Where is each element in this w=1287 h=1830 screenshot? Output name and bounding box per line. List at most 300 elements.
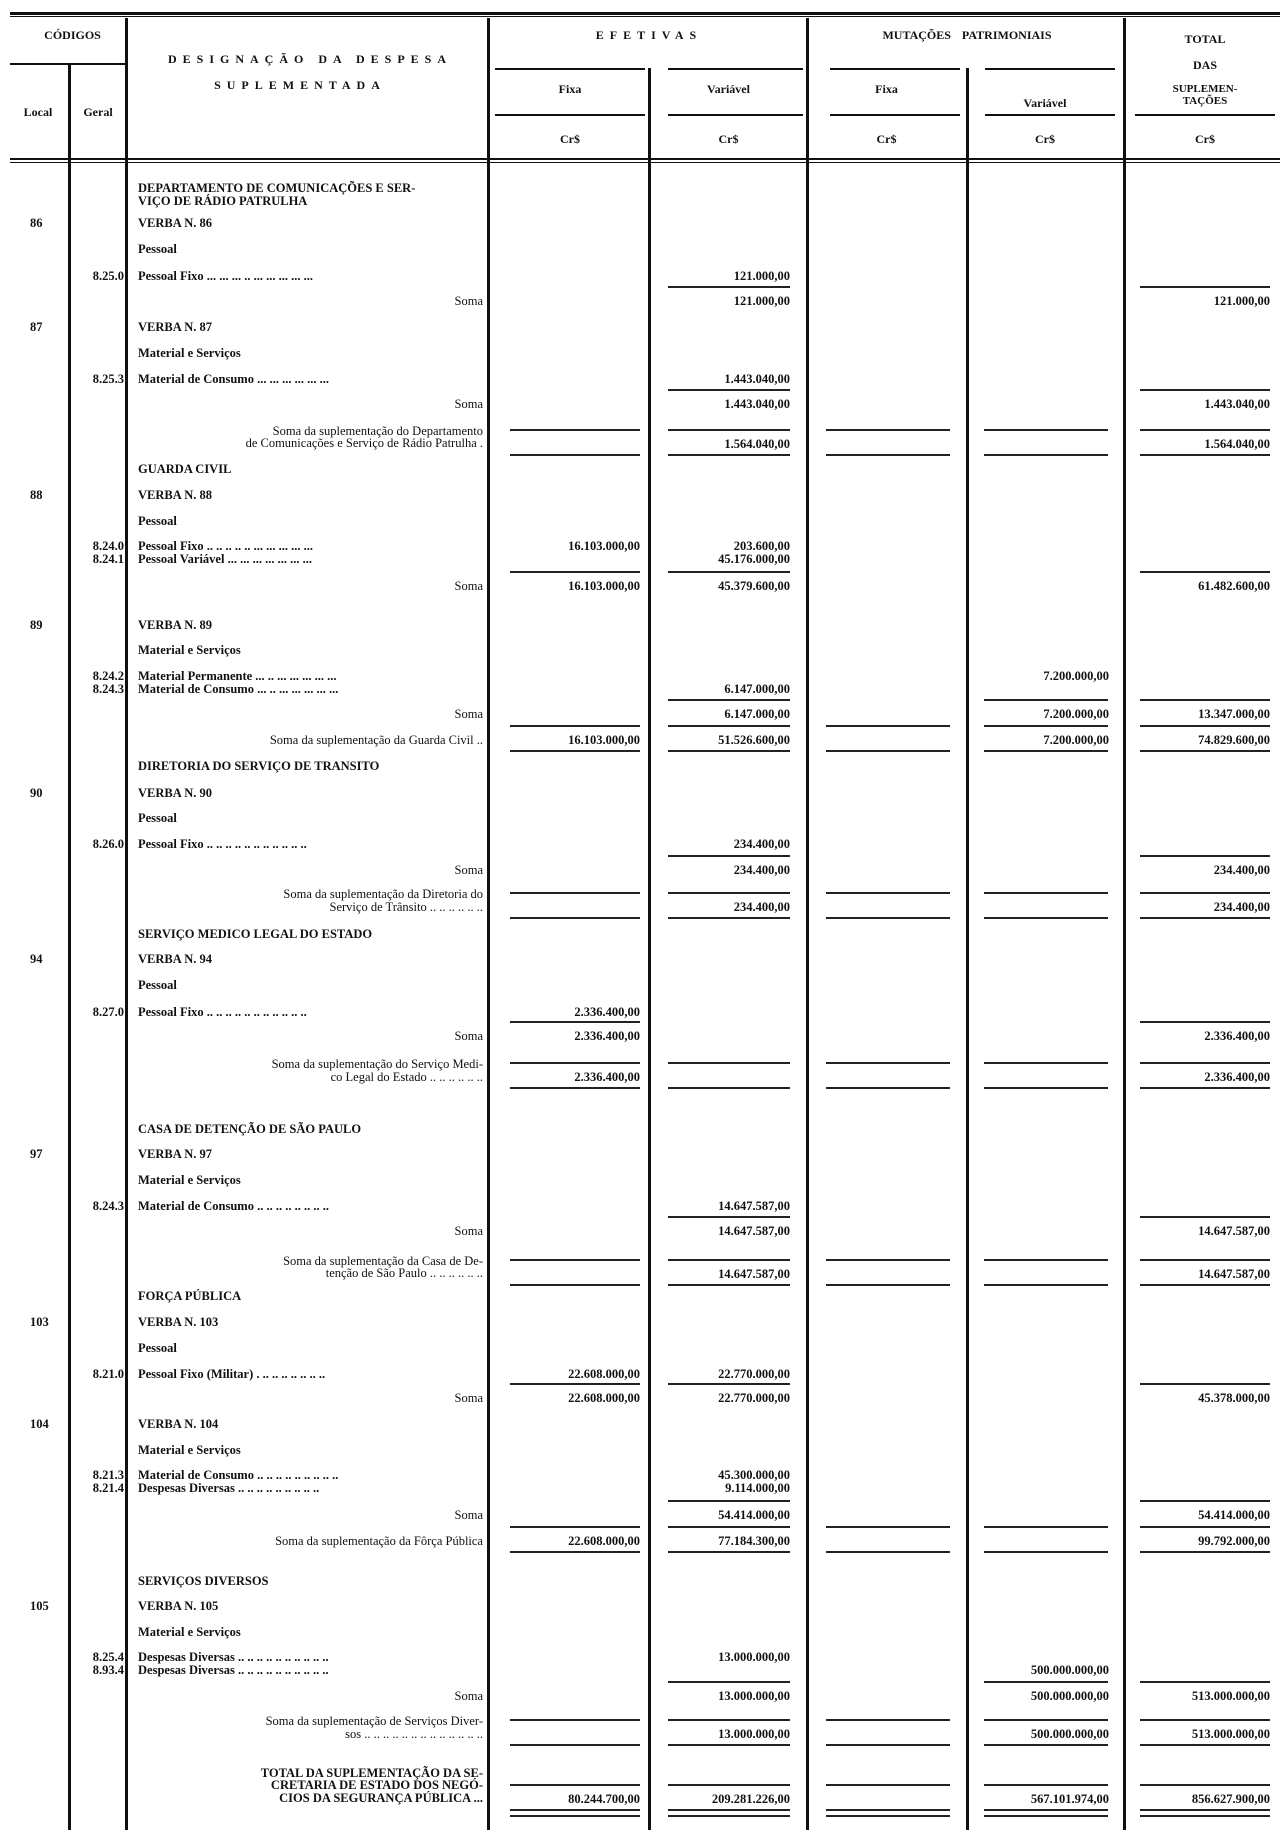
sum-rule-above bbox=[510, 892, 640, 894]
sum-rule-below bbox=[826, 1744, 950, 1746]
designacao-text: Soma bbox=[454, 578, 483, 593]
designacao-text: Pessoal Fixo .. .. .. .. .. ... ... ... ... ... bbox=[138, 539, 313, 554]
header-fixa: Fixa bbox=[558, 82, 582, 96]
value-total: 234.400,00 bbox=[1213, 862, 1270, 877]
sum-rule-above bbox=[510, 725, 640, 727]
designacao-text: VERBA N. 94 bbox=[138, 952, 212, 967]
value-var: 14.647.587,00 bbox=[718, 1266, 790, 1281]
value-mvar: 500.000.000,00 bbox=[1030, 1663, 1109, 1678]
designacao-text: Pessoal bbox=[138, 978, 177, 993]
designacao-text: Soma bbox=[454, 1688, 483, 1703]
double-rule-below bbox=[668, 1815, 790, 1817]
sum-rule-above bbox=[668, 571, 790, 573]
value-total: 121.000,00 bbox=[1213, 294, 1270, 309]
value-total: 61.482.600,00 bbox=[1198, 578, 1270, 593]
designacao-text: Pessoal Fixo .. .. .. .. .. .. .. .. .. .. .. bbox=[138, 1004, 307, 1019]
designacao-text: Material e Serviços bbox=[138, 1442, 241, 1457]
sum-rule-above bbox=[1140, 571, 1270, 573]
sum-rule-above bbox=[1140, 1500, 1270, 1502]
designacao-text: Material de Consumo ... ... ... ... ... ... bbox=[138, 372, 329, 387]
sum-rule-below bbox=[984, 750, 1108, 752]
value-var: 121.000,00 bbox=[733, 268, 790, 283]
designacao-text: GUARDA CIVIL bbox=[138, 462, 232, 477]
value-total: 99.792.000,00 bbox=[1198, 1533, 1270, 1548]
codigo-geral: 8.93.4 bbox=[92, 1663, 124, 1678]
sum-rule-above bbox=[668, 1062, 790, 1064]
designacao-text: SERVIÇO MEDICO LEGAL DO ESTADO bbox=[138, 926, 373, 941]
codigo-local: 90 bbox=[30, 785, 43, 800]
designacao-text: Pessoal Fixo (Militar) . .. .. .. .. .. .. .. bbox=[138, 1366, 326, 1381]
sum-rule-above bbox=[668, 725, 790, 727]
codigo-geral: 8.27.0 bbox=[92, 1004, 124, 1019]
currency-fixa: Cr$ bbox=[560, 132, 580, 146]
sum-rule-above bbox=[984, 1681, 1108, 1683]
value-var: 1.564.040,00 bbox=[724, 436, 790, 451]
sum-rule-above bbox=[984, 429, 1108, 431]
col-sep-mut-fixa bbox=[966, 68, 969, 1830]
designacao-text: VERBA N. 104 bbox=[138, 1416, 219, 1431]
sum-rule-below bbox=[826, 1551, 950, 1553]
sum-rule-above bbox=[826, 892, 950, 894]
sum-rule-above bbox=[1140, 1719, 1270, 1721]
sum-rule-above bbox=[510, 1259, 640, 1261]
col-sep-designacao bbox=[487, 18, 490, 1830]
sum-rule-above bbox=[1140, 429, 1270, 431]
value-total: 856.627.900,00 bbox=[1191, 1791, 1270, 1806]
designacao-text: Soma bbox=[454, 1029, 483, 1044]
sum-rule-below bbox=[984, 1087, 1108, 1089]
sum-rule-below bbox=[510, 1087, 640, 1089]
total-rule bbox=[1135, 114, 1275, 116]
value-total: 14.647.587,00 bbox=[1198, 1266, 1270, 1281]
designacao-text: Despesas Diversas .. .. .. .. .. .. .. .. .. bbox=[138, 1481, 320, 1496]
designacao-text: Soma da suplementação de Serviços Diver- bbox=[265, 1714, 483, 1729]
value-fixa: 22.608.000,00 bbox=[568, 1533, 640, 1548]
header-mutacoes: MUTAÇÕES PATRIMONIAIS bbox=[882, 28, 1052, 42]
sum-rule-above bbox=[1140, 892, 1270, 894]
sum-rule-above bbox=[1140, 699, 1270, 701]
top-rule-thin bbox=[10, 16, 1280, 17]
col-sep-local bbox=[68, 65, 71, 1830]
sum-rule-above bbox=[668, 389, 790, 391]
sum-rule-above bbox=[668, 1500, 790, 1502]
sum-rule-above bbox=[826, 1062, 950, 1064]
header-bottom-rule-thin bbox=[10, 162, 1280, 163]
codigo-local: 89 bbox=[30, 617, 43, 632]
designacao-text: Material de Consumo ... .. ... ... ... ... ... bbox=[138, 681, 339, 696]
designacao-text: Soma bbox=[454, 862, 483, 877]
sum-rule-below bbox=[1140, 917, 1270, 919]
sum-rule-below bbox=[984, 1809, 1108, 1811]
sum-rule-below bbox=[826, 750, 950, 752]
designacao-text: VIÇO DE RÁDIO PATRULHA bbox=[138, 193, 308, 208]
sum-rule-above bbox=[668, 1259, 790, 1261]
sum-rule-above bbox=[668, 286, 790, 288]
sum-rule-above bbox=[510, 1021, 640, 1023]
designacao-text: SERVIÇOS DIVERSOS bbox=[138, 1574, 269, 1589]
designacao-text: DEPARTAMENTO DE COMUNICAÇÕES E SER- bbox=[138, 181, 416, 196]
currency-total: Cr$ bbox=[1195, 132, 1215, 146]
codigo-local: 86 bbox=[30, 216, 43, 231]
value-var: 13.000.000,00 bbox=[718, 1650, 790, 1665]
sum-rule-above bbox=[1140, 725, 1270, 727]
sum-rule-above bbox=[984, 1719, 1108, 1721]
designacao-text: Despesas Diversas .. .. .. .. .. .. .. .. .. .. bbox=[138, 1650, 329, 1665]
sum-rule-above bbox=[1140, 1681, 1270, 1683]
sum-rule-above bbox=[668, 855, 790, 857]
sum-rule-above bbox=[1140, 1216, 1270, 1218]
sum-rule-below bbox=[1140, 1809, 1270, 1811]
value-mvar: 500.000.000,00 bbox=[1030, 1688, 1109, 1703]
designacao-text: VERBA N. 97 bbox=[138, 1147, 212, 1162]
sum-rule-above bbox=[826, 1719, 950, 1721]
designacao-text: Material Permanente ... .. ... ... ... ... ... bbox=[138, 668, 337, 683]
sum-rule-below bbox=[668, 454, 790, 456]
col-sep-efetivas bbox=[806, 18, 809, 1830]
designacao-text: Serviço de Trânsito .. .. .. .. .. .. bbox=[329, 899, 483, 914]
value-var: 45.300.000,00 bbox=[718, 1468, 790, 1483]
codigo-local: 94 bbox=[30, 952, 43, 967]
designacao-text: de Comunicações e Serviço de Rádio Patrulha . bbox=[245, 436, 483, 451]
sum-rule-above bbox=[510, 429, 640, 431]
sum-rule-below bbox=[1140, 750, 1270, 752]
col-sep-fixa bbox=[648, 68, 651, 1830]
designacao-text: FORÇA PÚBLICA bbox=[138, 1288, 242, 1303]
codigo-geral: 8.26.0 bbox=[92, 836, 124, 851]
sum-rule-above bbox=[510, 571, 640, 573]
sum-rule-above bbox=[668, 892, 790, 894]
value-var: 45.176.000,00 bbox=[718, 552, 790, 567]
value-fixa: 16.103.000,00 bbox=[568, 578, 640, 593]
sum-rule-below bbox=[984, 917, 1108, 919]
sum-rule-below bbox=[984, 1284, 1108, 1286]
value-mvar: 7.200.000,00 bbox=[1043, 707, 1109, 722]
sum-rule-above bbox=[1140, 1383, 1270, 1385]
value-var: 13.000.000,00 bbox=[718, 1688, 790, 1703]
header-local: Local bbox=[23, 105, 53, 119]
header-mut-fixa: Fixa bbox=[875, 82, 898, 96]
value-fixa: 16.103.000,00 bbox=[568, 733, 640, 748]
value-var: 203.600,00 bbox=[733, 539, 790, 554]
sum-rule-below bbox=[510, 1284, 640, 1286]
sum-rule-above bbox=[510, 1062, 640, 1064]
double-rule-below bbox=[1140, 1815, 1270, 1817]
designacao-text: TOTAL DA SUPLEMENTAÇÃO DA SE- bbox=[260, 1765, 483, 1780]
designacao-text: Material e Serviços bbox=[138, 643, 241, 658]
value-total: 2.336.400,00 bbox=[1204, 1029, 1270, 1044]
codigo-geral: 8.25.3 bbox=[92, 372, 124, 387]
value-var: 14.647.587,00 bbox=[718, 1224, 790, 1239]
sum-rule-below bbox=[668, 750, 790, 752]
sum-rule-above bbox=[984, 1062, 1108, 1064]
value-total: 1.564.040,00 bbox=[1204, 436, 1270, 451]
codigo-geral: 8.24.3 bbox=[92, 681, 124, 696]
designacao-text: VERBA N. 90 bbox=[138, 785, 212, 800]
sum-rule-above bbox=[826, 1259, 950, 1261]
sum-rule-above bbox=[510, 1784, 640, 1786]
sum-rule-below bbox=[984, 454, 1108, 456]
sum-rule-above bbox=[1140, 389, 1270, 391]
sum-rule-above bbox=[984, 892, 1108, 894]
value-var: 54.414.000,00 bbox=[718, 1507, 790, 1522]
value-mvar: 567.101.974,00 bbox=[1030, 1791, 1109, 1806]
sum-rule-below bbox=[826, 1809, 950, 1811]
designacao-text: CIOS DA SEGURANÇA PÚBLICA ... bbox=[279, 1790, 483, 1805]
value-total: 54.414.000,00 bbox=[1198, 1507, 1270, 1522]
value-var: 234.400,00 bbox=[733, 900, 790, 915]
designacao-text: Soma bbox=[454, 1391, 483, 1406]
value-mvar: 7.200.000,00 bbox=[1043, 668, 1109, 683]
value-fixa: 22.608.000,00 bbox=[568, 1391, 640, 1406]
sum-rule-below bbox=[668, 1551, 790, 1553]
sum-rule-above bbox=[668, 1216, 790, 1218]
header-tacoes: TAÇÕES bbox=[1182, 95, 1228, 107]
header-geral: Geral bbox=[83, 105, 113, 119]
sum-rule-below bbox=[1140, 1744, 1270, 1746]
value-var: 22.770.000,00 bbox=[718, 1391, 790, 1406]
designacao-text: tenção de São Paulo .. .. .. .. .. .. bbox=[325, 1266, 483, 1281]
sum-rule-below bbox=[1140, 1551, 1270, 1553]
designacao-text: Material e Serviços bbox=[138, 1624, 241, 1639]
designacao-text: Pessoal bbox=[138, 811, 177, 826]
value-total: 513.000.000,00 bbox=[1191, 1688, 1270, 1703]
codigo-geral: 8.25.4 bbox=[92, 1650, 124, 1665]
sum-rule-above bbox=[826, 1784, 950, 1786]
sum-rule-below bbox=[510, 454, 640, 456]
designacao-text: Pessoal bbox=[138, 241, 177, 256]
sum-rule-below bbox=[668, 1284, 790, 1286]
value-mvar: 500.000.000,00 bbox=[1030, 1727, 1109, 1742]
sum-rule-below bbox=[1140, 454, 1270, 456]
sum-rule-below bbox=[826, 1284, 950, 1286]
value-total: 2.336.400,00 bbox=[1204, 1070, 1270, 1085]
designacao-text: Soma bbox=[454, 294, 483, 309]
sum-rule-below bbox=[668, 1087, 790, 1089]
codigo-local: 105 bbox=[30, 1598, 49, 1613]
codigo-geral: 8.21.4 bbox=[92, 1481, 124, 1496]
currency-mut-variavel: Cr$ bbox=[1035, 132, 1055, 146]
sum-rule-below bbox=[510, 750, 640, 752]
value-var: 234.400,00 bbox=[733, 836, 790, 851]
mutacoes-rule-fixa-2 bbox=[830, 114, 960, 116]
sum-rule-above bbox=[984, 1526, 1108, 1528]
sum-rule-above bbox=[1140, 1259, 1270, 1261]
codigo-geral: 8.24.2 bbox=[92, 668, 124, 683]
sum-rule-below bbox=[1140, 1087, 1270, 1089]
sum-rule-above bbox=[826, 429, 950, 431]
designacao-text: Despesas Diversas .. .. .. .. .. .. .. .. .. .. bbox=[138, 1663, 329, 1678]
value-var: 14.647.587,00 bbox=[718, 1198, 790, 1213]
codigo-geral: 8.21.0 bbox=[92, 1366, 124, 1381]
sum-rule-above bbox=[984, 1784, 1108, 1786]
value-total: 234.400,00 bbox=[1213, 900, 1270, 915]
value-fixa: 2.336.400,00 bbox=[574, 1070, 640, 1085]
sum-rule-below bbox=[1140, 1284, 1270, 1286]
sum-rule-above bbox=[668, 1784, 790, 1786]
value-fixa: 2.336.400,00 bbox=[574, 1029, 640, 1044]
sum-rule-below bbox=[668, 1744, 790, 1746]
value-var: 121.000,00 bbox=[733, 294, 790, 309]
designacao-text: VERBA N. 89 bbox=[138, 617, 212, 632]
designacao-text: VERBA N. 88 bbox=[138, 487, 212, 502]
col-sep-mutacoes bbox=[1123, 18, 1126, 1830]
header-mut-variavel: Variável bbox=[1023, 96, 1067, 110]
value-total: 45.378.000,00 bbox=[1198, 1391, 1270, 1406]
designacao-text: co Legal do Estado .. .. .. .. .. .. bbox=[330, 1069, 483, 1084]
designacao-text: Pessoal Fixo .. .. .. .. .. .. .. .. .. .. .. bbox=[138, 836, 307, 851]
efetivas-rule-fixa-2 bbox=[495, 114, 645, 116]
value-total: 14.647.587,00 bbox=[1198, 1224, 1270, 1239]
sum-rule-above bbox=[826, 1526, 950, 1528]
value-var: 9.114.000,00 bbox=[725, 1481, 790, 1496]
sum-rule-above bbox=[668, 429, 790, 431]
sum-rule-above bbox=[668, 1719, 790, 1721]
designacao-text: Material de Consumo .. .. .. .. .. .. .. .. .. bbox=[138, 1468, 339, 1483]
sum-rule-above bbox=[668, 1681, 790, 1683]
designacao-text: Soma da suplementação da Casa de De- bbox=[283, 1253, 483, 1268]
designacao-text: VERBA N. 86 bbox=[138, 216, 212, 231]
sum-rule-below bbox=[510, 1744, 640, 1746]
value-fixa: 16.103.000,00 bbox=[568, 539, 640, 554]
designacao-text: Soma bbox=[454, 1224, 483, 1239]
designacao-text: Soma da suplementação do Serviço Medi- bbox=[271, 1057, 483, 1072]
value-fixa: 80.244.700,00 bbox=[568, 1791, 640, 1806]
value-var: 77.184.300,00 bbox=[718, 1533, 790, 1548]
double-rule-below bbox=[826, 1815, 950, 1817]
double-rule-below bbox=[984, 1815, 1108, 1817]
sum-rule-below bbox=[668, 1809, 790, 1811]
sum-rule-above bbox=[984, 1259, 1108, 1261]
sum-rule-above bbox=[1140, 1526, 1270, 1528]
codigo-local: 97 bbox=[30, 1147, 43, 1162]
designacao-text: Material e Serviços bbox=[138, 345, 241, 360]
header-bottom-rule bbox=[10, 158, 1280, 160]
sum-rule-below bbox=[826, 917, 950, 919]
designacao-text: sos .. .. .. .. .. .. .. .. .. .. .. .. .. bbox=[345, 1726, 483, 1741]
sum-rule-below bbox=[984, 1551, 1108, 1553]
sum-rule-above bbox=[510, 1719, 640, 1721]
codigo-local: 88 bbox=[30, 487, 43, 502]
col-sep-geral bbox=[125, 18, 128, 1830]
value-total: 1.443.040,00 bbox=[1204, 396, 1270, 411]
designacao-text: VERBA N. 87 bbox=[138, 319, 212, 334]
sum-rule-above bbox=[984, 699, 1108, 701]
designacao-text: Soma da suplementação da Diretoria do bbox=[283, 887, 483, 902]
designacao-text: VERBA N. 103 bbox=[138, 1315, 219, 1330]
header-total: TOTAL bbox=[1184, 32, 1226, 46]
value-var: 6.147.000,00 bbox=[724, 681, 790, 696]
currency-mut-fixa: Cr$ bbox=[876, 132, 897, 146]
value-var: 209.281.226,00 bbox=[711, 1791, 790, 1806]
header-efetivas: EFETIVAS bbox=[595, 28, 703, 42]
sum-rule-above bbox=[510, 1383, 640, 1385]
designacao-text: Material de Consumo .. .. .. .. .. .. .. .. bbox=[138, 1198, 329, 1213]
codigo-geral: 8.24.0 bbox=[92, 539, 124, 554]
sum-rule-above bbox=[826, 725, 950, 727]
header-suplementada: SUPLEMENTADA bbox=[214, 78, 386, 92]
value-var: 22.770.000,00 bbox=[718, 1366, 790, 1381]
codigo-geral: 8.24.1 bbox=[92, 552, 124, 567]
sum-rule-above bbox=[1140, 855, 1270, 857]
value-fixa: 22.608.000,00 bbox=[568, 1366, 640, 1381]
efetivas-rule-var-2 bbox=[668, 114, 803, 116]
sum-rule-below bbox=[984, 1744, 1108, 1746]
sum-rule-below bbox=[510, 1809, 640, 1811]
sum-rule-below bbox=[510, 917, 640, 919]
value-var: 51.526.600,00 bbox=[718, 733, 790, 748]
mutacoes-rule-var bbox=[985, 68, 1115, 70]
sum-rule-below bbox=[826, 454, 950, 456]
header-variavel: Variável bbox=[707, 82, 750, 96]
designacao-text: Soma da suplementação da Fôrça Pública bbox=[275, 1533, 483, 1548]
codigo-geral: 8.21.3 bbox=[92, 1468, 124, 1483]
top-rule bbox=[10, 12, 1280, 15]
value-total: 513.000.000,00 bbox=[1191, 1727, 1270, 1742]
sum-rule-above bbox=[1140, 286, 1270, 288]
efetivas-rule-var bbox=[668, 68, 803, 70]
codigo-geral: 8.25.0 bbox=[92, 268, 124, 283]
designacao-text: VERBA N. 105 bbox=[138, 1598, 219, 1613]
designacao-text: Material e Serviços bbox=[138, 1173, 241, 1187]
codigo-geral: 8.24.3 bbox=[92, 1198, 124, 1213]
currency-variavel: Cr$ bbox=[718, 132, 739, 146]
designacao-text: Soma bbox=[454, 396, 483, 411]
codigo-local: 104 bbox=[30, 1416, 49, 1431]
designacao-text: Pessoal Fixo ... ... ... .. ... ... ... ... ... bbox=[138, 268, 313, 283]
sum-rule-above bbox=[668, 699, 790, 701]
value-fixa: 2.336.400,00 bbox=[574, 1004, 640, 1019]
sum-rule-above bbox=[668, 1383, 790, 1385]
designacao-text: Pessoal Variável ... ... ... ... ... ... ... bbox=[138, 552, 312, 567]
value-var: 1.443.040,00 bbox=[724, 372, 790, 387]
header-das: DAS bbox=[1192, 58, 1217, 72]
designacao-text: CRETARIA DE ESTADO DOS NEGÓ- bbox=[270, 1778, 483, 1793]
mutacoes-rule-fixa bbox=[830, 68, 960, 70]
sum-rule-above bbox=[984, 725, 1108, 727]
header-codigos: CÓDIGOS bbox=[44, 28, 101, 42]
header-suplementacoes: SUPLEMEN- bbox=[1172, 83, 1238, 95]
designacao-text: Pessoal bbox=[138, 513, 177, 528]
efetivas-rule-fixa bbox=[495, 68, 645, 70]
value-var: 6.147.000,00 bbox=[724, 707, 790, 722]
sum-rule-above bbox=[1140, 1062, 1270, 1064]
mutacoes-rule-var-2 bbox=[985, 114, 1115, 116]
designacao-text: DIRETORIA DO SERVIÇO DE TRANSITO bbox=[138, 758, 380, 773]
value-var: 13.000.000,00 bbox=[718, 1727, 790, 1742]
sum-rule-below bbox=[826, 1087, 950, 1089]
designacao-text: Pessoal bbox=[138, 1341, 177, 1356]
double-rule-below bbox=[510, 1815, 640, 1817]
designacao-text: Soma bbox=[454, 1507, 483, 1522]
designacao-text: Soma da suplementação do Departamento bbox=[272, 423, 483, 438]
header-designacao: DESIGNAÇÃO DA DESPESA bbox=[167, 52, 453, 66]
designacao-text: Soma da suplementação da Guarda Civil .. bbox=[269, 733, 483, 748]
value-mvar: 7.200.000,00 bbox=[1043, 733, 1109, 748]
value-var: 45.379.600,00 bbox=[718, 578, 790, 593]
designacao-text: Soma bbox=[454, 707, 483, 722]
value-total: 74.829.600,00 bbox=[1198, 733, 1270, 748]
codigo-local: 87 bbox=[30, 319, 43, 334]
sum-rule-below bbox=[510, 1551, 640, 1553]
sum-rule-above bbox=[668, 1526, 790, 1528]
value-var: 1.443.040,00 bbox=[724, 396, 790, 411]
codigo-local: 103 bbox=[30, 1315, 49, 1330]
sum-rule-above bbox=[510, 1526, 640, 1528]
value-total: 13.347.000,00 bbox=[1198, 707, 1270, 722]
sum-rule-above bbox=[1140, 1784, 1270, 1786]
value-var: 234.400,00 bbox=[733, 862, 790, 877]
sum-rule-above bbox=[1140, 1021, 1270, 1023]
